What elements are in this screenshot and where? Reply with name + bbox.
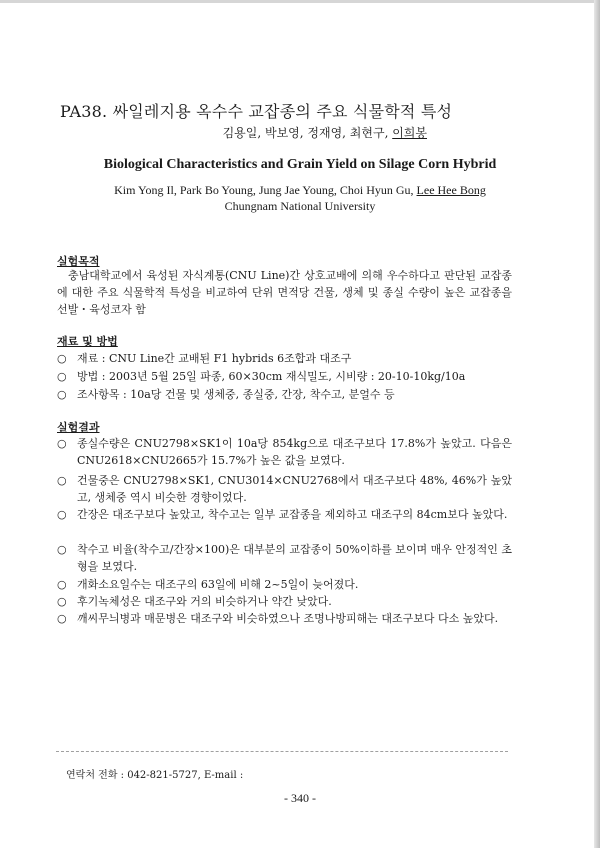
list-item: ○ 개화소요일수는 대조구의 63일에 비해 2~5일이 늦어졌다. bbox=[57, 578, 359, 591]
authors-korean bbox=[223, 124, 427, 141]
list-item: ○ 조사항목 : 10a당 건물 및 생체중, 종실중, 간장, 착수고, 분얼수 등 bbox=[57, 388, 395, 401]
list-item: ○ 건물중은 CNU2798×SK1, CNU3014×CNU2768에서 대조구보다 48%, 46%가 높았고, 생체중 역시 비슷한 경향이었다. bbox=[57, 474, 512, 504]
authors-korean-main: 김용일, 박보영, 정재영, 최현구, bbox=[222, 126, 393, 140]
contact-line: 연락처 전화 : 042-821-5727, E-mail : bbox=[66, 770, 244, 781]
authors-english bbox=[0, 183, 600, 198]
list-item: ○ 방법 : 2003년 5월 25일 파종, 60×30cm 재식밀도, 시비량 : 20-10-10kg/10a bbox=[57, 370, 466, 383]
authors-english-main: Kim Yong Il, Park Bo Young, Jung Jae Young, Choi Hyun Gu, bbox=[114, 183, 417, 197]
bullet-icon: ○ bbox=[57, 612, 67, 625]
list-item: ○ 종실수량은 CNU2798×SK1이 10a당 854kg으로 대조구보다 17.8%가 높았고. 다음은 CNU2618×CNU2665가 15.7%가 높은 값을 보였다. bbox=[57, 437, 512, 467]
bullet-icon: ○ bbox=[57, 474, 67, 487]
list-item: ○ 재료 : CNU Line간 교배된 F1 hybrids 6조합과 대조구 bbox=[57, 352, 352, 365]
section-heading-results: 실험결과 bbox=[57, 421, 100, 434]
bullet-icon: ○ bbox=[57, 370, 67, 383]
bullet-icon: ○ bbox=[57, 578, 67, 591]
footer-divider bbox=[56, 751, 508, 752]
bullet-icon: ○ bbox=[57, 595, 67, 608]
paper-title: PA38. 싸일레지용 옥수수 교잡종의 주요 식물학적 특성 bbox=[60, 102, 453, 121]
english-title: Biological Characteristics and Grain Yield on Silage Corn Hybrid bbox=[103, 157, 497, 172]
scan-edge-right bbox=[594, 0, 600, 848]
purpose-paragraph bbox=[57, 267, 512, 318]
bullet-icon: ○ bbox=[57, 352, 67, 365]
bullet-icon: ○ bbox=[57, 388, 67, 401]
page-number: - 340 - bbox=[284, 791, 316, 805]
scan-edge-top bbox=[0, 0, 600, 3]
affiliation: Chungnam National University bbox=[224, 199, 376, 213]
presenting-author-korean: 이희봉 bbox=[392, 126, 427, 140]
bullet-icon: ○ bbox=[57, 543, 67, 556]
list-item: ○ 후기녹체성은 대조구와 거의 비슷하거나 약간 낮았다. bbox=[57, 595, 332, 608]
bullet-icon: ○ bbox=[57, 437, 67, 450]
section-heading-methods: 재료 및 방법 bbox=[57, 335, 118, 348]
purpose-text: 충남대학교에서 육성된 자식계통(CNU Line)간 상호교배에 의해 우수하다고 판단된 교잡종에 대한 주요 식물학적 특성을 비교하여 단위 면적당 건물, 생체 및 종실 수량이 높은 교잡종을 선발・육성코자 함 bbox=[57, 269, 512, 316]
presenting-author-english: Lee Hee Bong bbox=[416, 183, 486, 197]
list-item: ○ 착수고 비율(착수고/간장×100)은 대부분의 교잡종이 50%이하를 보이며 매우 안정적인 초형을 보였다. bbox=[57, 543, 512, 573]
list-item: ○ 간장은 대조구보다 높았고, 착수고는 일부 교잡종을 제외하고 대조구의 84cm보다 높았다. bbox=[57, 508, 508, 521]
section-heading-purpose: 실험목적 bbox=[57, 255, 100, 268]
bullet-icon: ○ bbox=[57, 508, 67, 521]
list-item: ○ 깨씨무늬병과 매문병은 대조구와 비슷하였으나 조명나방피해는 대조구보다 다소 높았다. bbox=[57, 612, 499, 625]
